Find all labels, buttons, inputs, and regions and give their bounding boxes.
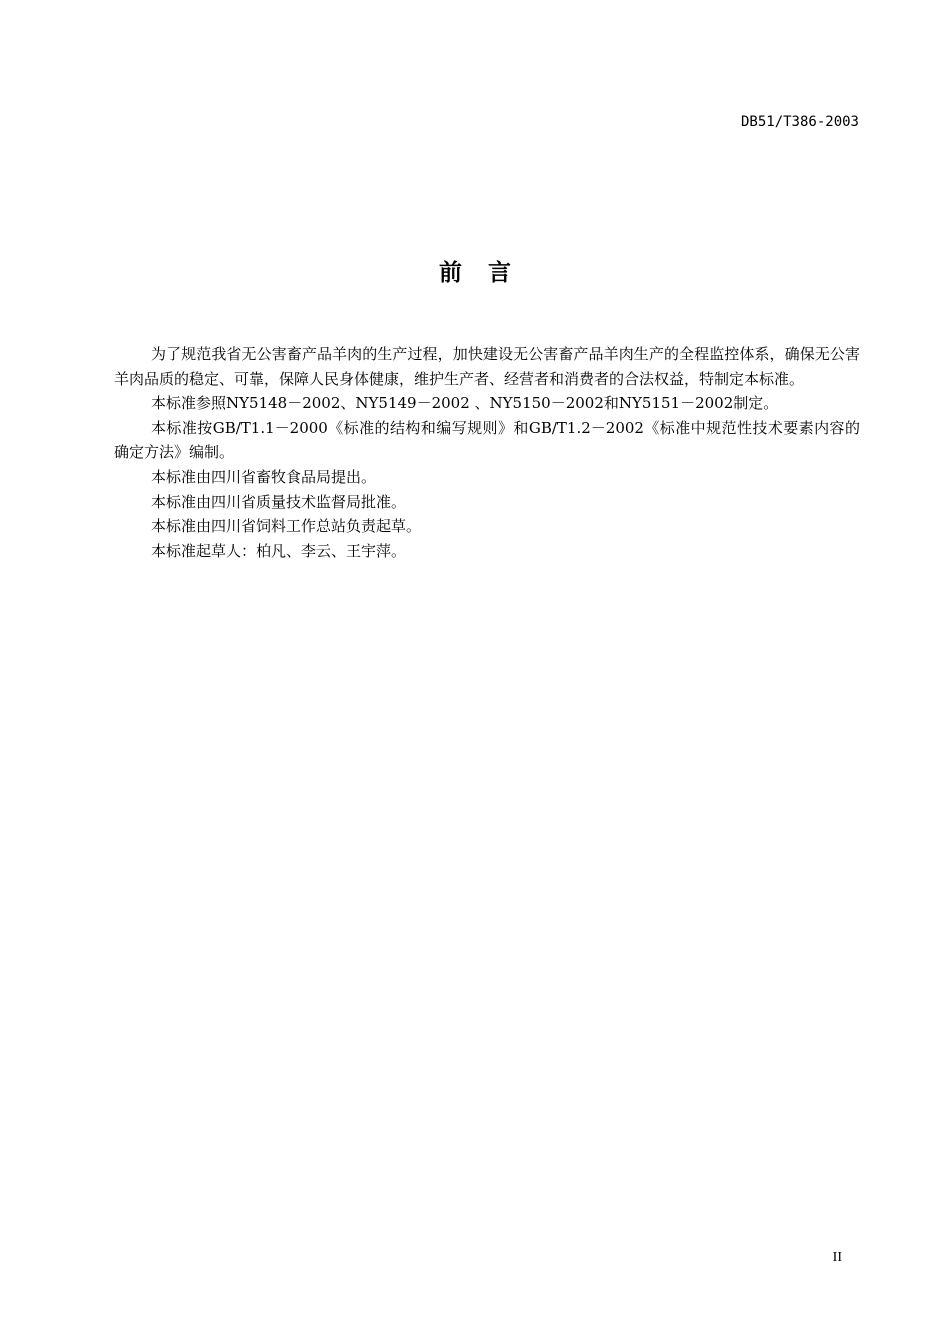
page-number: II: [832, 1250, 842, 1265]
paragraph-drafted-by: 本标准由四川省饲料工作总站负责起草。: [151, 517, 422, 536]
document-code: DB51/T386-2003: [740, 114, 859, 130]
paragraph-references: 本标准参照NY5148－2002、NY5149－2002 、NY5150－2002和NY5151－2002制定。: [151, 394, 779, 413]
paragraph-approved-by: 本标准由四川省质量技术监督局批准。: [151, 492, 407, 511]
title-char-2: 言: [488, 260, 511, 286]
paragraph-purpose: 为了规范我省无公害畜产品羊肉的生产过程，加快建设无公害畜产品羊肉生产的全程监控体系，确保无公害羊肉品质的稳定、可靠，保障人民身体健康，维护生产者、经营者和消费者的合法权益，特制定本标准。: [114, 345, 860, 388]
paragraph-drafters: 本标准起草人：柏凡、李云、王宇萍。: [151, 541, 407, 560]
title-char-1: 前: [439, 260, 462, 286]
paragraph-proposed-by: 本标准由四川省畜牧食品局提出。: [151, 467, 377, 486]
paragraph-drafting-rules: 本标准按GB/T1.1－2000《标准的结构和编写规则》和GB/T1.2－2002《标准中规范性技术要素内容的确定方法》编制。: [114, 418, 860, 462]
foreword-body: [114, 342, 860, 563]
page-title: [0, 256, 950, 290]
